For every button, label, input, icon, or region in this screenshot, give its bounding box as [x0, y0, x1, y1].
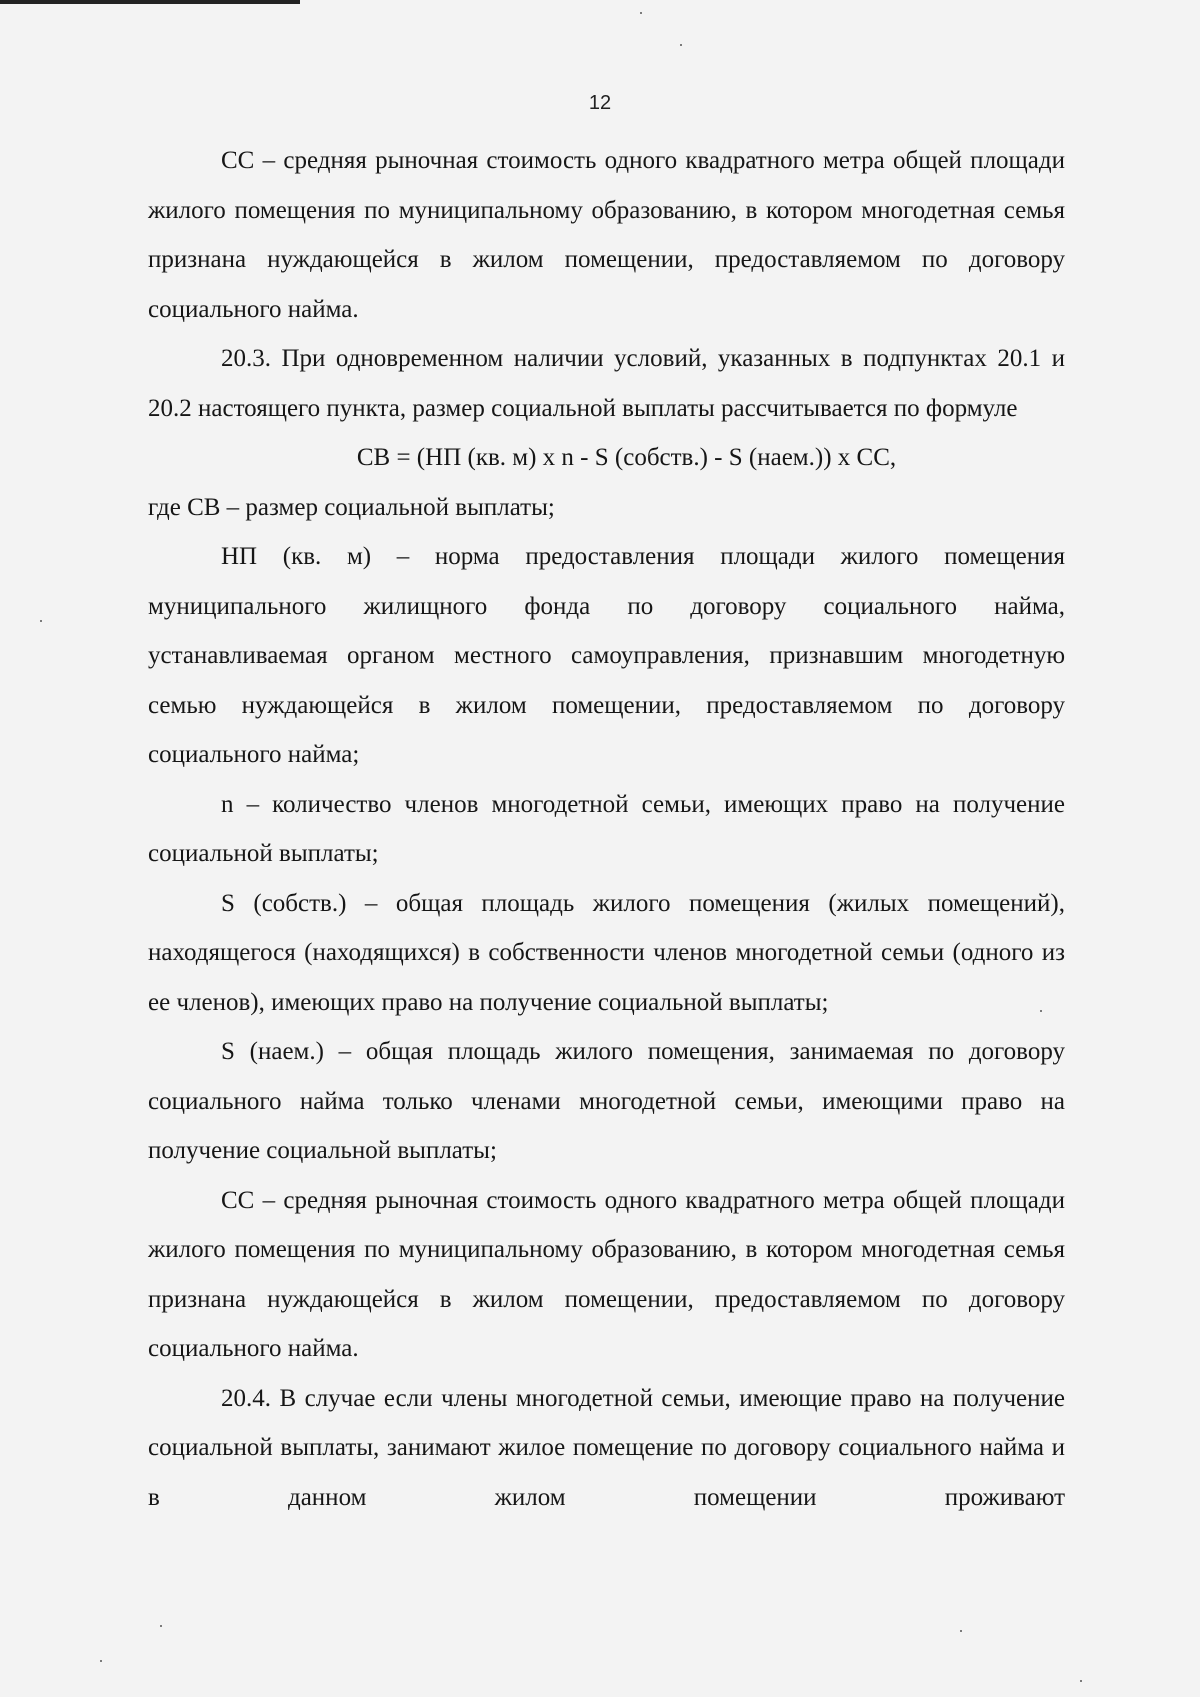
- scan-speck: [640, 12, 642, 14]
- scan-speck: [1080, 1680, 1082, 1682]
- paragraph-20-4: 20.4. В случае если члены многодетной семьи, имеющие право на получение социальной выплаты, занимают жилое помещение по договору социального найма и в данном жилом помещении проживают: [148, 1384, 1065, 1511]
- scan-speck: [1040, 1010, 1042, 1012]
- scan-speck: [680, 44, 682, 46]
- scan-speck: [100, 1660, 102, 1662]
- paragraph-s-rent-definition: S (наем.) – общая площадь жилого помещения, занимаемая по договору социального найма только членами многодетной семьи, имеющими право на получение социальной выплаты;: [148, 1038, 1065, 1164]
- paragraph-np-definition: НП (кв. м) – норма предоставления площади жилого помещения муниципального жилищного фонда по договору социального найма, устанавливаемая органом местного самоуправления, признавшим многодетную семью нуждающейся в жилом помещении, предоставляемом по договору социального найма;: [148, 543, 1065, 768]
- paragraph-cc-definition-2: СС – средняя рыночная стоимость одного квадратного метра общей площади жилого помещения по муниципальному образованию, в котором многодетная семья признана нуждающейся в жилом помещении, предоставляемом по договору социального найма.: [148, 1186, 1065, 1362]
- page-number: 12: [588, 92, 612, 114]
- paragraph-20-3: 20.3. При одновременном наличии условий, указанных в подпунктах 20.1 и 20.2 настоящего пункта, размер социальной выплаты рассчитывается по формуле: [148, 345, 1065, 422]
- paragraph-n-definition: n – количество членов многодетной семьи, имеющих право на получение социальной выплаты;: [148, 790, 1065, 867]
- formula: СВ = (НП (кв. м) х n - S (собств.) - S (наем.)) х СС,: [356, 444, 897, 471]
- scan-speck: [40, 620, 42, 622]
- document-body: [148, 136, 1065, 1522]
- scan-edge-line: [0, 0, 300, 4]
- scan-speck: [960, 1630, 962, 1632]
- scan-speck: [160, 1625, 162, 1627]
- paragraph-s-own-definition: S (собств.) – общая площадь жилого помещения (жилых помещений), находящегося (находящихся) в собственности членов многодетной семьи (одного из ее членов), имеющих право на получение социальной выплаты;: [148, 889, 1065, 1016]
- paragraph-sv-definition: где СВ – размер социальной выплаты;: [148, 493, 555, 521]
- paragraph-cc-definition: СС – средняя рыночная стоимость одного квадратного метра общей площади жилого помещения по муниципальному образованию, в котором многодетная семья признана нуждающейся в жилом помещении, предоставляемом по договору социального найма.: [148, 147, 1065, 323]
